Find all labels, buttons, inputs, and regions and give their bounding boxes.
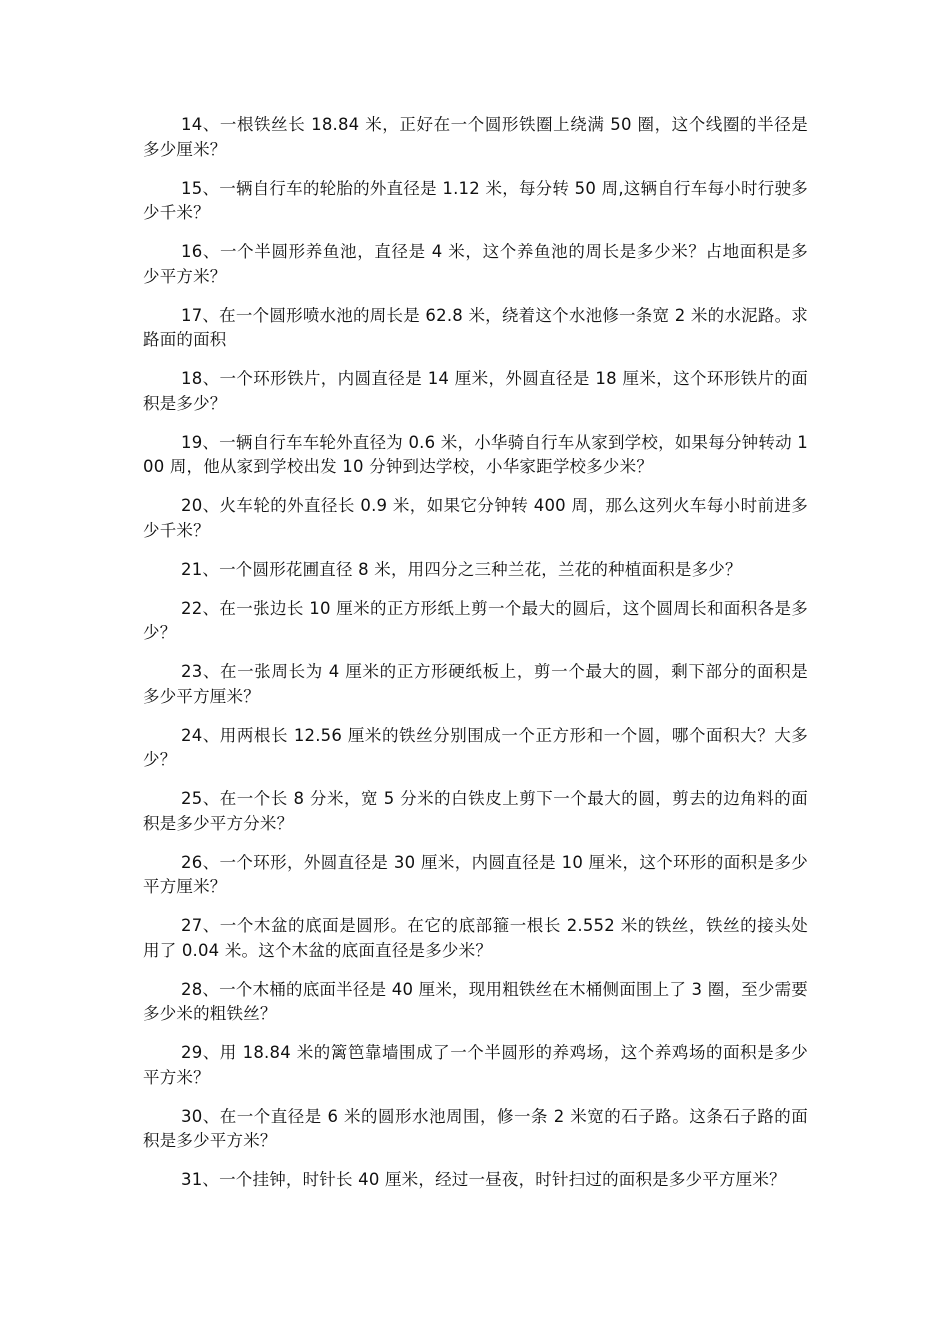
- problem-24: 24、用两根长 12.56 厘米的铁丝分别围成一个正方形和一个圆，哪个面积大？大多少？: [143, 725, 808, 769]
- problem-31: 31、一个挂钟，时针长 40 厘米，经过一昼夜，时针扫过的面积是多少平方厘米？: [181, 1170, 786, 1189]
- problem-21: 21、一个圆形花圃直径 8 米，用四分之三种兰花，兰花的种植面积是多少？: [181, 559, 742, 579]
- problem-27: 27、一个木盆的底面是圆形。在它的底部箍一根长 2.552 米的铁丝，铁丝的接头处用了 0.04 米。这个木盆的底面直径是多少米？: [143, 916, 808, 960]
- problem-26: 26、一个环形，外圆直径是 30 厘米，内圆直径是 10 厘米，这个环形的面积是多少平方厘米？: [143, 852, 808, 896]
- problem-28: 28、一个木桶的底面半径是 40 厘米，现用粗铁丝在木桶侧面围上了 3 圈，至少需要多少米的粗铁丝？: [143, 979, 808, 1023]
- problem-23: 23、在一张周长为 4 厘米的正方形硬纸板上，剪一个最大的圆，剩下部分的面积是多少平方厘米？: [143, 662, 808, 706]
- problem-17: 17、在一个圆形喷水池的周长是 62.8 米，绕着这个水池修一条宽 2 米的水泥路。求路面的面积: [143, 305, 808, 349]
- problem-20: 20、火车轮的外直径长 0.9 米，如果它分钟转 400 周，那么这列火车每小时前进多少千米？: [143, 496, 808, 540]
- problem-19: 19、一辆自行车车轮外直径为 0.6 米，小华骑自行车从家到学校，如果每分钟转动 100 周，他从家到学校出发 10 分钟到达学校，小华家距学校多少米？: [143, 432, 808, 476]
- problem-15: 15、一辆自行车的轮胎的外直径是 1.12 米，每分转 50 周,这辆自行车每小时行驶多少千米？: [143, 178, 808, 222]
- problem-25: 25、在一个长 8 分米，宽 5 分米的白铁皮上剪下一个最大的圆，剪去的边角料的面积是多少平方分米？: [143, 789, 808, 833]
- problem-29: 29、用 18.84 米的篱笆靠墙围成了一个半圆形的养鸡场，这个养鸡场的面积是多少平方米？: [143, 1043, 808, 1087]
- problem-14: 14、一根铁丝长 18.84 米，正好在一个圆形铁圈上绕满 50 圈，这个线圈的半径是多少厘米？: [143, 115, 808, 159]
- problem-30: 30、在一个直径是 6 米的圆形水池周围，修一条 2 米宽的石子路。这条石子路的面积是多少平方米？: [143, 1106, 808, 1150]
- problem-18: 18、一个环形铁片，内圆直径是 14 厘米，外圆直径是 18 厘米，这个环形铁片的面积是多少？: [143, 369, 808, 413]
- problem-22: 22、在一张边长 10 厘米的正方形纸上剪一个最大的圆后，这个圆周长和面积各是多少？: [143, 598, 808, 642]
- problem-16: 16、一个半圆形养鱼池，直径是 4 米，这个养鱼池的周长是多少米？占地面积是多少平方米？: [143, 242, 808, 286]
- problem-list: [143, 113, 808, 1207]
